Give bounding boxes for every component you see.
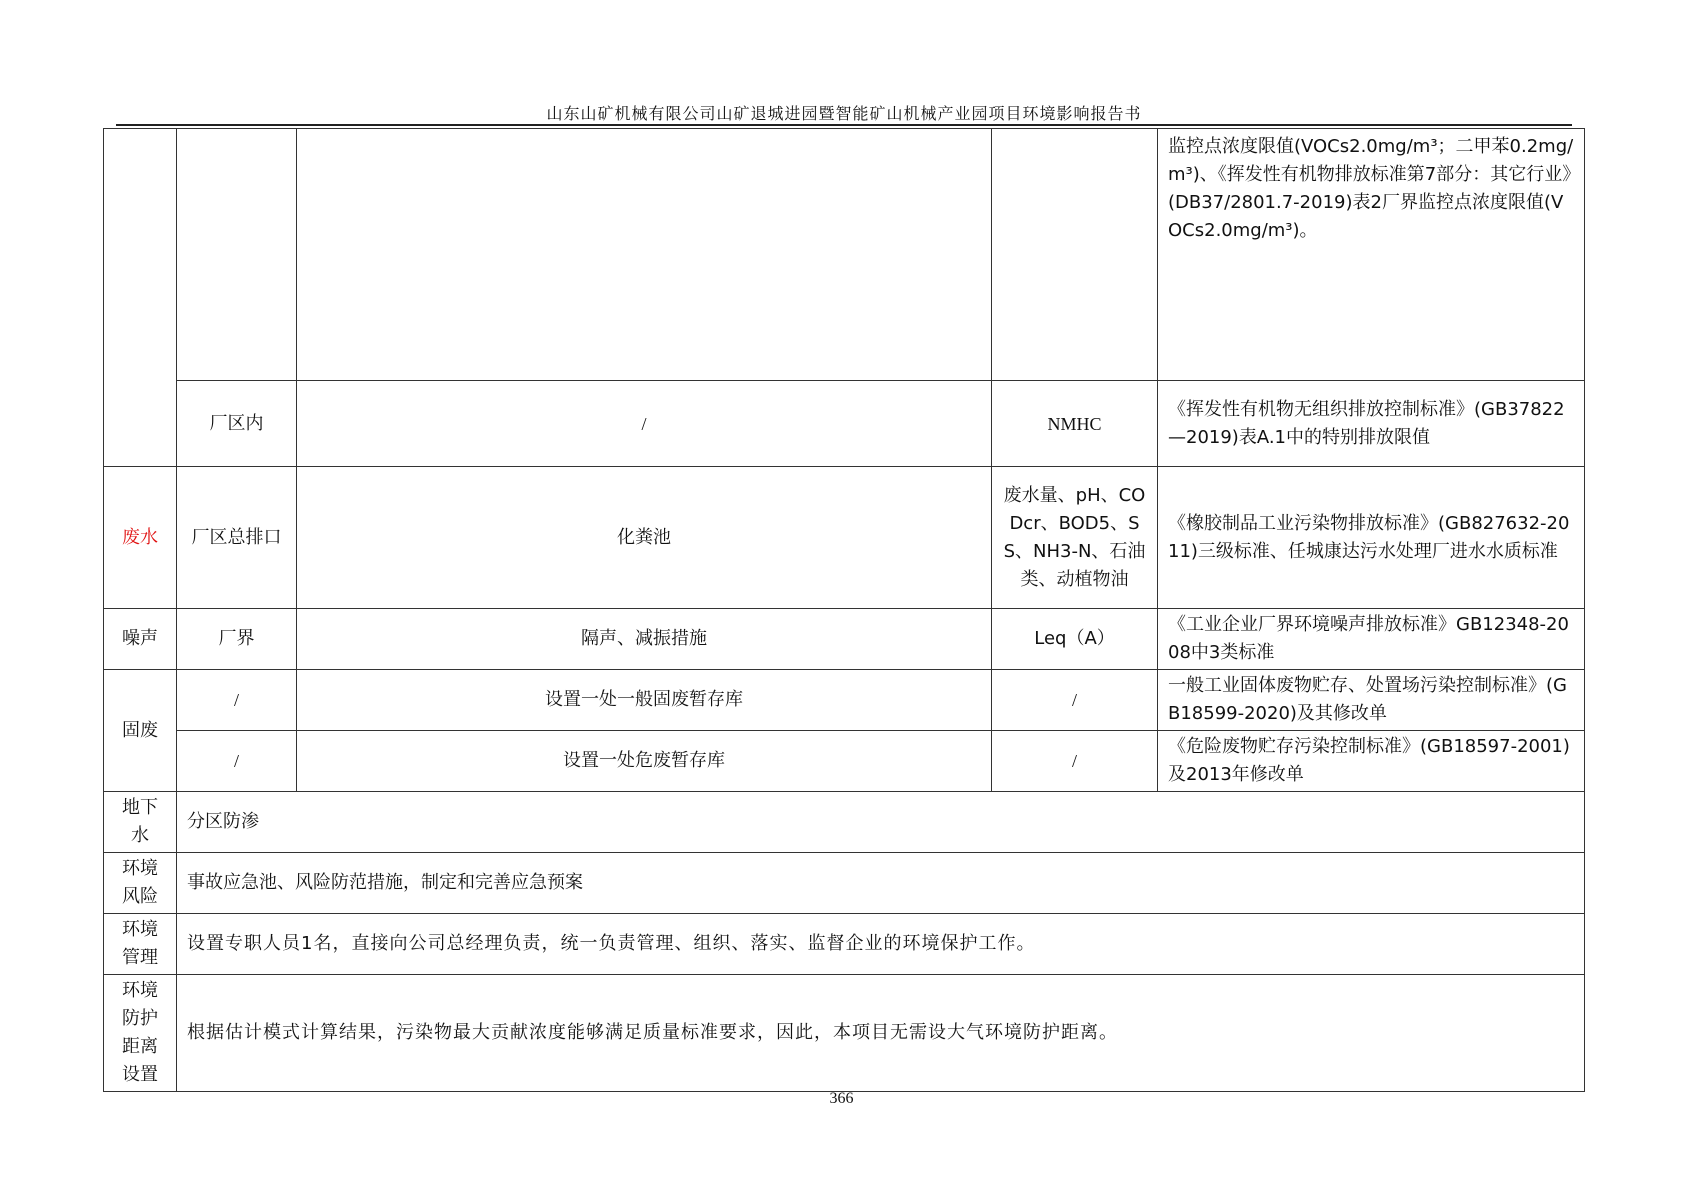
location-cell: / (177, 731, 297, 792)
table-row (104, 381, 1585, 467)
location-cell (177, 129, 297, 381)
category-cell-env-management: 环境管理 (104, 914, 177, 975)
content-cell: 分区防渗 (177, 792, 1585, 853)
measure-cell: / (297, 381, 992, 467)
category-cell-env-risk: 环境风险 (104, 853, 177, 914)
location-cell: / (177, 670, 297, 731)
factor-cell: Leq（A） (992, 609, 1158, 670)
category-cell-air (104, 129, 177, 467)
standard-cell: 《橡胶制品工业污染物排放标准》(GB827632-2011)三级标准、任城康达污水处理厂进水水质标准 (1158, 467, 1585, 609)
environment-measures-table (103, 128, 1585, 1092)
factor-cell: 废水量、pH、CODcr、BOD5、SS、NH3-N、石油类、动植物油 (992, 467, 1158, 609)
location-cell: 厂区内 (177, 381, 297, 467)
table-row (104, 853, 1585, 914)
factor-cell (992, 129, 1158, 381)
measure-cell: 隔声、减振措施 (297, 609, 992, 670)
table-row (104, 670, 1585, 731)
content-cell: 设置专职人员1名，直接向公司总经理负责，统一负责管理、组织、落实、监督企业的环境保护工作。 (177, 914, 1585, 975)
table-row (104, 609, 1585, 670)
location-cell: 厂区总排口 (177, 467, 297, 609)
standard-cell: 《工业企业厂界环境噪声排放标准》GB12348-2008中3类标准 (1158, 609, 1585, 670)
table-row (104, 792, 1585, 853)
measure-cell: 化粪池 (297, 467, 992, 609)
standard-cell: 一般工业固体废物贮存、处置场污染控制标准》(GB18599-2020)及其修改单 (1158, 670, 1585, 731)
category-cell-protection-distance: 环境防护距离设置 (104, 975, 177, 1092)
measure-cell: 设置一处危废暂存库 (297, 731, 992, 792)
content-cell: 事故应急池、风险防范措施，制定和完善应急预案 (177, 853, 1585, 914)
standard-cell: 监控点浓度限值(VOCs2.0mg/m³；二甲苯0.2mg/m³)、《挥发性有机物排放标准第7部分：其它行业》(DB37/2801.7-2019)表2厂界监控点浓度限值(VOCs2.0mg/m³)。 (1158, 129, 1585, 381)
measure-cell (297, 129, 992, 381)
category-cell-groundwater: 地下水 (104, 792, 177, 853)
table-row (104, 467, 1585, 609)
factor-cell: / (992, 731, 1158, 792)
category-cell-noise: 噪声 (104, 609, 177, 670)
standard-cell: 《挥发性有机物无组织排放控制标准》(GB37822—2019)表A.1中的特别排放限值 (1158, 381, 1585, 467)
content-cell: 根据估计模式计算结果，污染物最大贡献浓度能够满足质量标准要求，因此，本项目无需设大气环境防护距离。 (177, 975, 1585, 1092)
factor-cell: NMHC (992, 381, 1158, 467)
table-row (104, 914, 1585, 975)
page-number: 366 (829, 1090, 854, 1107)
category-cell-solid-waste: 固废 (104, 670, 177, 792)
measure-cell: 设置一处一般固废暂存库 (297, 670, 992, 731)
table-row (104, 975, 1585, 1092)
table-row (104, 129, 1585, 381)
table-row (104, 731, 1585, 792)
factor-cell: / (992, 670, 1158, 731)
header-rule (116, 124, 1572, 126)
page-header: 山东山矿机械有限公司山矿退城进园暨智能矿山机械产业园项目环境影响报告书 (546, 104, 1142, 123)
standard-cell: 《危险废物贮存污染控制标准》(GB18597-2001)及2013年修改单 (1158, 731, 1585, 792)
location-cell: 厂界 (177, 609, 297, 670)
category-cell-wastewater: 废水 (104, 467, 177, 609)
